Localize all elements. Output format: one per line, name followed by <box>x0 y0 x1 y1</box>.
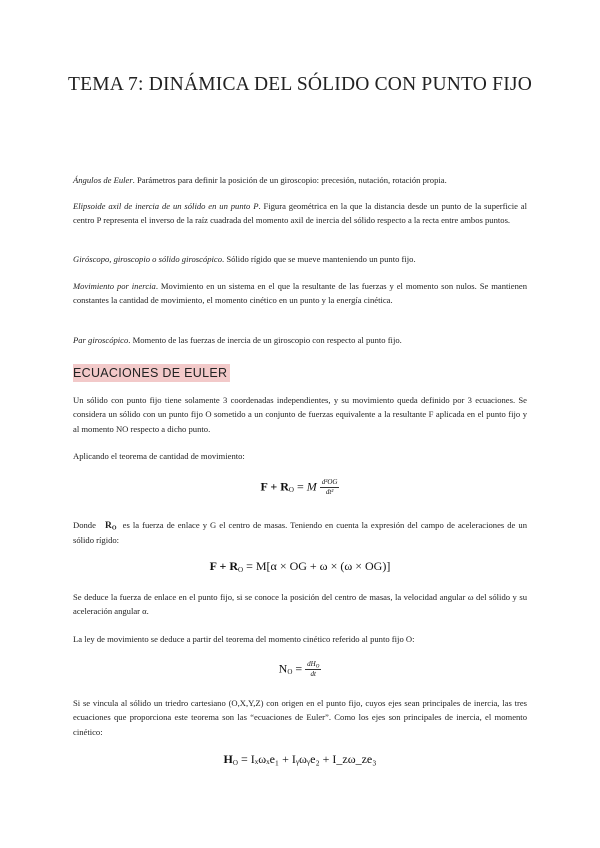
equation-fraction <box>320 478 340 497</box>
section-heading: ECUACIONES DE EULER <box>73 364 230 382</box>
reaction-force-symbol: R <box>105 521 112 531</box>
definition-term: Ángulos de Euler <box>73 175 133 185</box>
equation-subscript: O <box>238 565 244 574</box>
fraction-numerator: dH <box>307 660 316 668</box>
equation-acceleration-field <box>73 559 527 574</box>
equation-equals: = <box>293 479 307 494</box>
equation-rhs: = Iₓωₓe₁ + Iᵧωᵧe₂ + I_zω_ze₃ <box>237 752 377 766</box>
ley-paragraph: La ley de movimiento se deduce a partir del teorema del momento cinético referido al punto fijo O: <box>73 634 415 644</box>
definition-gyroscopic-torque <box>73 333 527 347</box>
definition-text: . Parámetros para definir la posición de un giroscopio: precesión, nutación, rotación propia. <box>132 175 447 185</box>
definition-text: . Figura geométrica en la que la distancia desde un punto de la superficie al centro P representa el inverso de la raíz cuadrada del momento axil de inercia del sólido respecto a la recta entre ambos puntos. <box>73 201 528 226</box>
equation-mass: M <box>306 479 317 494</box>
si-se-vincula-paragraph: Si se vincula al sólido un triedro cartesiano (O,X,Y,Z) con origen en el punto fijo, cuyos ejes sean principales de inercia, las tres ecuaciones que proporciona este teorema son las “ecuaciones de Euler”. Como los ejes son principales de inercia, el momento cinético: <box>73 698 527 737</box>
definition-gyroscope <box>73 252 527 266</box>
equation-subscript: O <box>232 758 238 767</box>
equation-lhs: N <box>278 661 288 676</box>
equation-lhs: F + R <box>209 559 239 573</box>
equation-lhs: F + R <box>260 479 289 494</box>
aplicando-paragraph: Aplicando el teorema de cantidad de movimiento: <box>73 451 245 461</box>
equation-subscript: O <box>288 486 294 494</box>
fraction-numerator-subscript: O <box>315 664 320 670</box>
intro-paragraph: Un sólido con punto fijo tiene solamente 3 coordenadas independientes, y su movimiento queda definido por 3 ecuaciones. Se considera un sólido con un punto fijo O sometido a un conjunto de fuerzas equivalente a la resultante F aplicada en el punto fijo y al momento NO respecto a dicho punto. <box>73 395 527 434</box>
definition-text: . Momento de las fuerzas de inercia de un giroscopio con respecto al punto fijo. <box>128 335 402 345</box>
definition-text: . Movimiento en un sistema en el que la resultante de las fuerzas y el momento son nulos. Se mantienen constantes la cantidad de movimiento, el momento cinético en un punto y la energía cinética. <box>73 281 527 306</box>
donde-prefix: Donde <box>73 520 96 530</box>
donde-rest: es la fuerza de enlace y G el centro de masas. Teniendo en cuenta la expresión del campo de aceleraciones de un sólido rígido: <box>73 520 527 546</box>
equation-angular-momentum <box>73 752 527 767</box>
equation-fraction <box>305 660 321 679</box>
fraction-denominator: dt² <box>325 488 334 496</box>
definition-text: . Sólido rígido que se mueve manteniendo un punto fijo. <box>222 254 416 264</box>
page-title: TEMA 7: DINÁMICA DEL SÓLIDO CON PUNTO FIJO <box>68 74 532 95</box>
equation-momentum <box>73 478 527 497</box>
definition-term: Par giroscópico <box>73 335 129 345</box>
reaction-force-subscript: O <box>111 525 117 532</box>
donde-paragraph <box>73 518 527 548</box>
definition-term: Giróscopo, giroscopio o sólido giroscópico <box>73 254 223 264</box>
definition-term: Elipsoide axil de inercia de un sólido en un punto P <box>73 201 259 211</box>
definition-inertial-motion <box>73 279 527 308</box>
equation-rhs: = M[α × OG + ω × (ω × OG)] <box>243 559 391 573</box>
definition-euler-angles <box>73 173 527 187</box>
equation-lhs: H <box>223 752 233 766</box>
definition-term: Movimiento por inercia <box>73 281 156 291</box>
equation-angular-momentum-theorem: $N_O$ = $\frac{dH_O}{dt}$ <box>278 660 320 678</box>
se-deduce-paragraph: Se deduce la fuerza de enlace en el punto fijo, si se conoce la posición del centro de masas, la velocidad angular ω del sólido y su aceleración angular α. <box>73 592 527 617</box>
equation-subscript: O <box>287 668 293 676</box>
fraction-denominator: dt <box>310 670 316 678</box>
fraction-numerator: d²OG <box>321 478 338 486</box>
definition-ellipsoid <box>73 199 527 228</box>
